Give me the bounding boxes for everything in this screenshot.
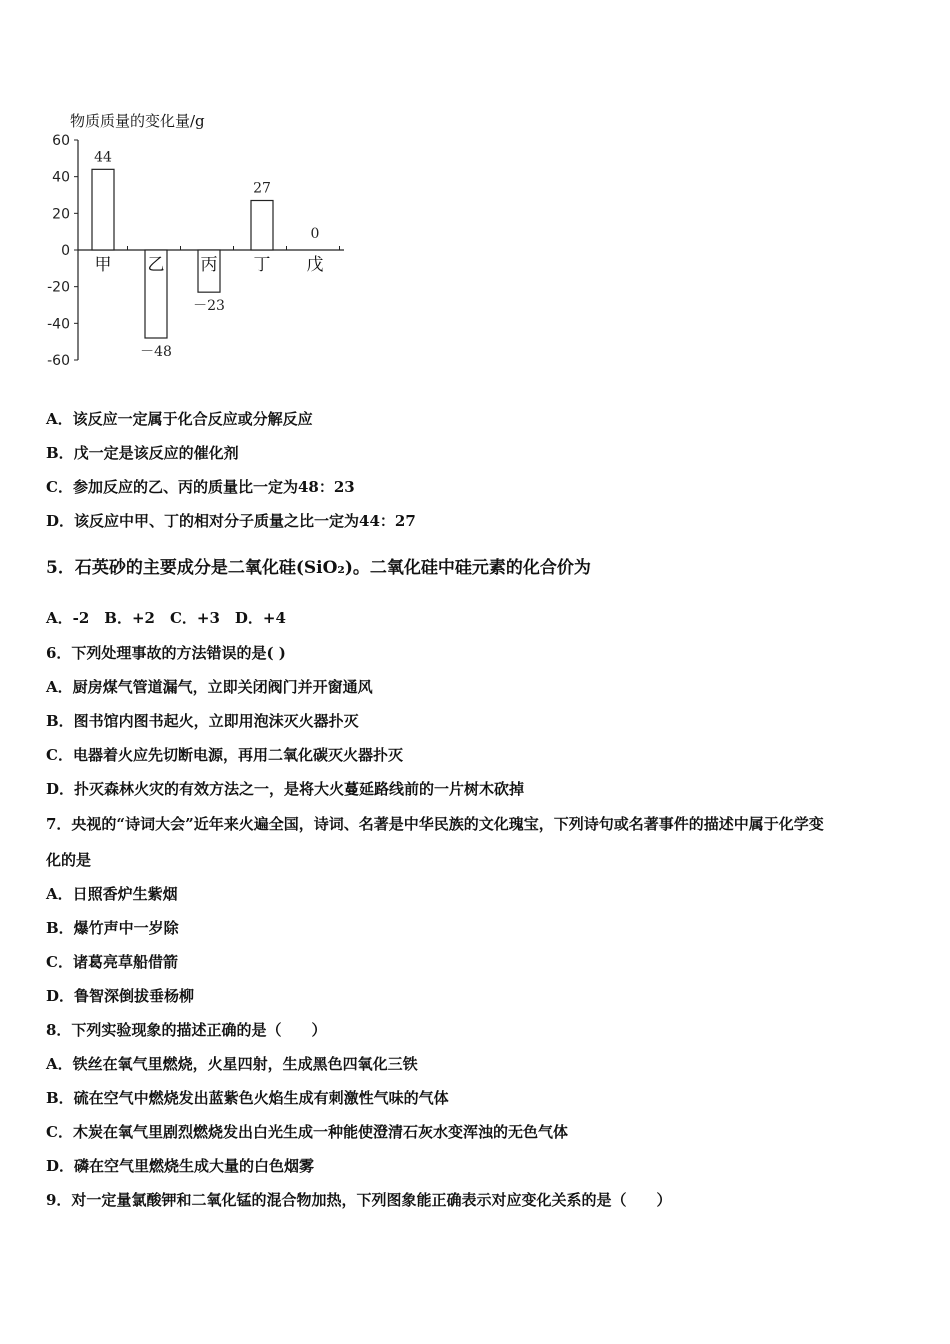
q8-option-d: D．磷在空气里燃烧生成大量的白色烟雾 <box>46 1157 315 1175</box>
data-label: 27 <box>253 180 271 197</box>
q7-stem-line1: 7．央视的“诗词大会”近年来火遍全国，诗词、名著是中华民族的文化瑰宝，下列诗句或名著事件的描述中属于化学变 <box>46 815 824 833</box>
y-tick-label: -40 <box>47 316 70 333</box>
q7-option-c: C．诸葛亮草船借箭 <box>46 953 178 971</box>
q8-stem: 8．下列实验现象的描述正确的是（ ） <box>46 1021 327 1039</box>
category-label: 甲 <box>94 255 112 275</box>
q8-option-c: C．木炭在氧气里剧烈燃烧发出白光生成一种能使澄清石灰水变浑浊的无色气体 <box>46 1123 568 1141</box>
y-tick-label: 60 <box>52 133 70 149</box>
y-tick-label: 40 <box>52 169 70 186</box>
q4-option-c: C．参加反应的乙、丙的质量比一定为48：23 <box>46 478 355 496</box>
y-tick-label: 0 <box>61 243 70 259</box>
bar-丁 <box>251 201 273 251</box>
y-axis-label: 物质质量的变化量/g <box>70 112 205 130</box>
q7-option-b: B．爆竹声中一岁除 <box>46 919 179 937</box>
category-label: 戊 <box>306 255 324 275</box>
mass-change-chart <box>38 102 358 377</box>
category-label: 丁 <box>253 255 271 275</box>
q6-stem: 6．下列处理事故的方法错误的是( ) <box>46 644 286 662</box>
category-label: 乙 <box>147 255 165 275</box>
q6-option-c: C．电器着火应先切断电源，再用二氧化碳灭火器扑灭 <box>46 746 403 764</box>
data-label: 0 <box>310 226 320 242</box>
y-tick-label: 20 <box>52 206 70 223</box>
q5-options: A．-2 B．+2 C．+3 D．+4 <box>46 609 286 627</box>
q8-option-b: B．硫在空气中燃烧发出蓝紫色火焰生成有刺激性气味的气体 <box>46 1089 449 1107</box>
bar-甲 <box>92 169 114 250</box>
q4-option-d: D．该反应中甲、丁的相对分子质量之比一定为44：27 <box>46 512 416 530</box>
q6-option-b: B．图书馆内图书起火，立即用泡沫灭火器扑灭 <box>46 712 359 730</box>
q7-option-a: A．日照香炉生紫烟 <box>46 885 178 903</box>
q6-option-d: D．扑灭森林火灾的有效方法之一，是将大火蔓延路线前的一片树木砍掉 <box>46 780 525 798</box>
q4-option-b: B．戊一定是该反应的催化剂 <box>46 444 239 462</box>
chart-svg <box>38 102 358 377</box>
q8-option-a: A．铁丝在氧气里燃烧，火星四射，生成黑色四氧化三铁 <box>46 1055 418 1073</box>
q5-stem: 5．石英砂的主要成分是二氧化硅(SiO₂)。二氧化硅中硅元素的化合价为 <box>46 558 591 578</box>
category-label: 丙 <box>200 255 218 275</box>
q4-option-a: A．该反应一定属于化合反应或分解反应 <box>46 410 313 428</box>
q7-option-d: D．鲁智深倒拔垂杨柳 <box>46 987 195 1005</box>
q6-option-a: A．厨房煤气管道漏气，立即关闭阀门并开窗通风 <box>46 678 373 696</box>
q9-stem: 9．对一定量氯酸钾和二氧化锰的混合物加热，下列图象能正确表示对应变化关系的是（ ） <box>46 1191 672 1209</box>
q7-stem-line2: 化的是 <box>46 851 92 869</box>
data-label: －48 <box>140 344 172 360</box>
y-tick-label: -20 <box>47 279 70 296</box>
data-label: 44 <box>94 149 112 166</box>
y-tick-label: -60 <box>47 353 70 369</box>
data-label: －23 <box>193 298 225 315</box>
